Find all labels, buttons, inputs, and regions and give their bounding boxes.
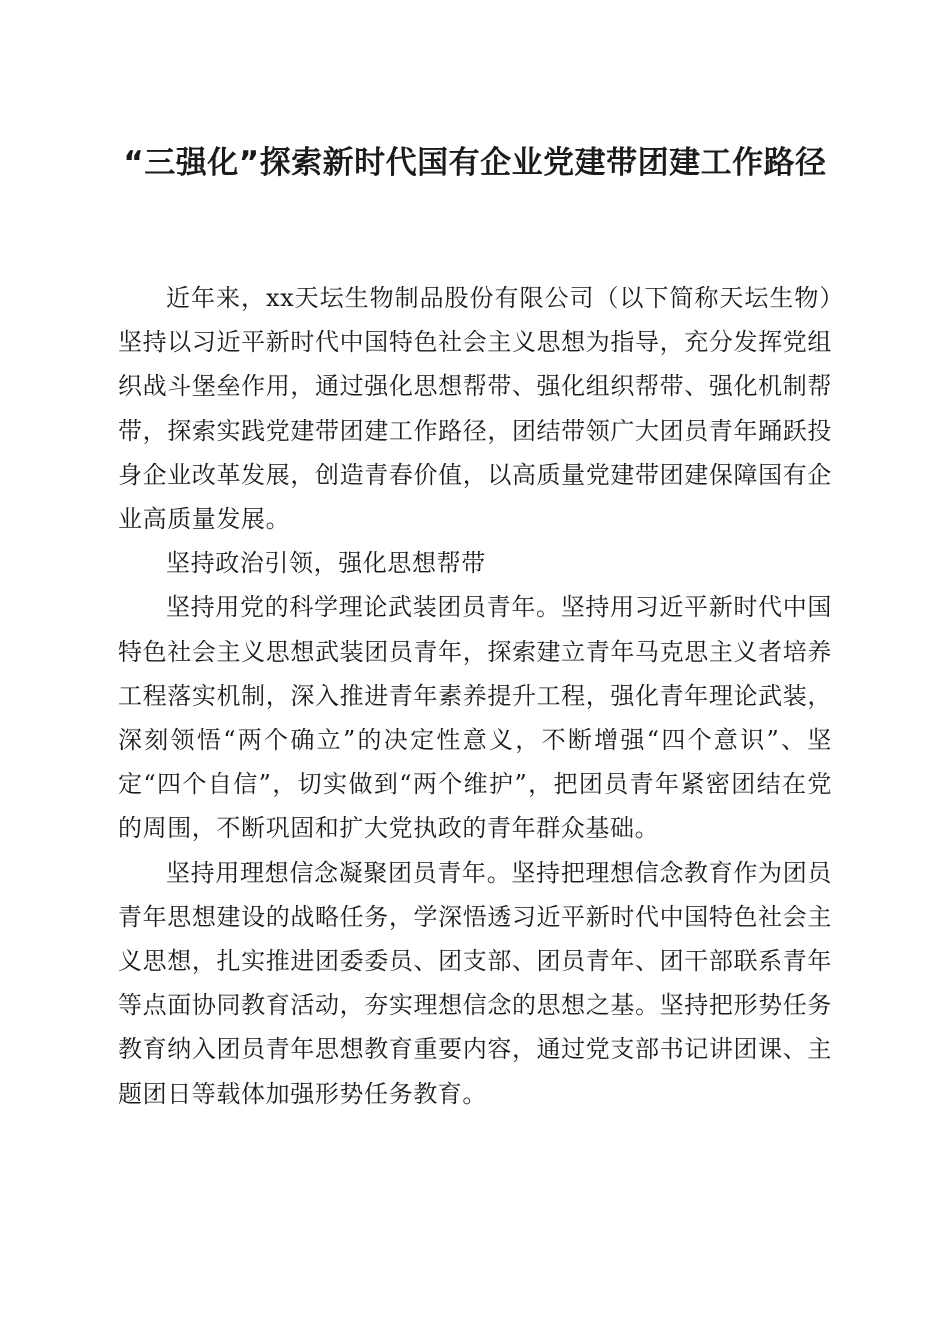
section-paragraph-2: 坚持用理想信念凝聚团员青年。坚持把理想信念教育作为团员青年思想建设的战略任务，学深悟透习近平新时代中国特色社会主义思想，扎实推进团委委员、团支部、团员青年、团干部联系青年等点面协同教育活动，夯实理想信念的思想之基。坚持把形势任务教育纳入团员青年思想教育重要内容，通过党支部书记讲团课、主题团日等载体加强形势任务教育。 xyxy=(118,858,832,1108)
document-title: “三强化”探索新时代国有企业党建带团建工作路径 xyxy=(123,145,827,181)
intro-paragraph: 近年来，xx天坛生物制品股份有限公司（以下简称天坛生物）坚持以习近平新时代中国特色社会主义思想为指导，充分发挥党组织战斗堡垒作用，通过强化思想帮带、强化组织帮带、强化机制帮带，探索实践党建带团建工作路径，团结带领广大团员青年踊跃投身企业改革发展，创造青春价值，以高质量党建带团建保障国有企业高质量发展。 xyxy=(118,284,832,534)
section-paragraph-1: 坚持用党的科学理论武装团员青年。坚持用习近平新时代中国特色社会主义思想武装团员青年，探索建立青年马克思主义者培养工程落实机制，深入推进青年素养提升工程，强化青年理论武装，深刻领悟“两个确立”的决定性意义，不断增强“四个意识”、坚定“四个自信”，切实做到“两个维护”，把团员青年紧密团结在党的周围，不断巩固和扩大党执政的青年群众基础。 xyxy=(118,593,832,843)
document-body xyxy=(118,276,832,1116)
section-heading: 坚持政治引领，强化思想帮带 xyxy=(166,549,486,578)
